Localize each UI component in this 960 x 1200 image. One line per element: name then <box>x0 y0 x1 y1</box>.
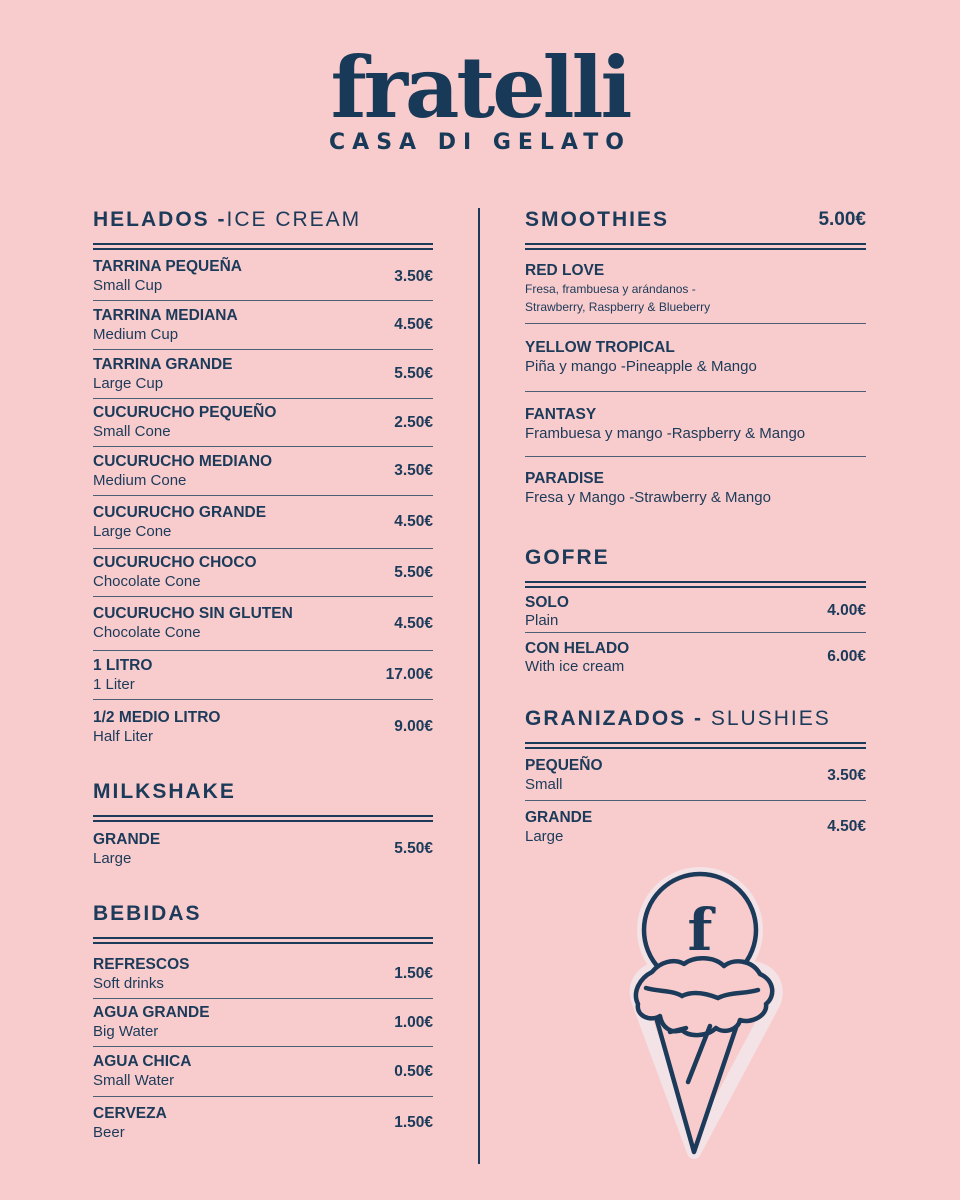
item-sub: With ice cream <box>525 657 625 675</box>
item-name: RED LOVE <box>525 262 605 279</box>
item-sub: Fresa y Mango -Strawberry & Mango <box>525 488 771 506</box>
item-price: 2.50€ <box>394 413 433 431</box>
item-sub: Half Liter <box>93 727 154 745</box>
item-price: 0.50€ <box>394 1062 433 1080</box>
double-rule <box>525 243 866 250</box>
menu-item <box>93 447 433 496</box>
item-name: CERVEZA <box>93 1104 167 1122</box>
item-sub: Large Cone <box>93 522 172 540</box>
menu-item <box>93 597 433 651</box>
menu-item <box>525 254 866 324</box>
menu-item <box>93 1047 433 1097</box>
section-milkshake <box>93 777 433 873</box>
menu-item <box>525 392 866 457</box>
item-sub: Medium Cone <box>93 471 187 489</box>
item-name: REFRESCOS <box>93 955 190 973</box>
menu-item <box>93 1097 433 1149</box>
section-granizados <box>525 704 866 853</box>
menu-item <box>93 350 433 399</box>
section-header <box>525 543 866 573</box>
item-name: AGUA CHICA <box>93 1053 192 1070</box>
section-title <box>93 208 361 232</box>
item-price: 3.50€ <box>827 766 866 784</box>
item-price: 3.50€ <box>394 462 433 479</box>
item-sub: Big Water <box>93 1023 159 1040</box>
item-sub: 1 Liter <box>93 675 135 693</box>
right-column <box>525 205 866 853</box>
item-price: 5.50€ <box>394 365 433 382</box>
item-price: 5.50€ <box>394 840 433 857</box>
menu-item <box>93 253 433 301</box>
item-sub: Chocolate Cone <box>93 624 201 641</box>
item-name: CUCURUCHO MEDIANO <box>93 452 273 470</box>
item-name: TARRINA PEQUEÑA <box>93 258 242 275</box>
item-sub: Small Cone <box>93 423 171 440</box>
item-price: 6.00€ <box>827 647 866 665</box>
item-name: CUCURUCHO SIN GLUTEN <box>93 605 293 622</box>
item-price: 4.50€ <box>394 316 433 333</box>
item-sub: Large <box>525 827 564 845</box>
item-name: GRANDE <box>93 830 161 848</box>
section-smoothies <box>525 205 866 519</box>
item-name: GRANDE <box>525 808 593 826</box>
menu-item <box>93 496 433 549</box>
item-name: AGUA GRANDE <box>93 1004 210 1021</box>
brand-tagline: CASA DI GELATO <box>329 130 631 155</box>
section-title <box>525 707 831 731</box>
section-header <box>93 899 433 929</box>
section-header <box>525 704 866 734</box>
item-price: 3.50€ <box>394 267 433 285</box>
menu-item <box>93 825 433 873</box>
item-sub: Small Water <box>93 1072 175 1089</box>
item-sub: Large Cup <box>93 374 164 392</box>
menu-item <box>525 633 866 680</box>
item-price: 4.00€ <box>827 602 866 619</box>
menu-item <box>93 950 433 999</box>
section-gofre <box>525 543 866 680</box>
item-price: 4.50€ <box>827 818 866 835</box>
menu-item <box>93 700 433 754</box>
section-header <box>93 777 433 807</box>
cone-logo-letter: f <box>687 896 713 964</box>
double-rule <box>93 815 433 822</box>
menu-item <box>93 301 433 350</box>
item-price: 1.00€ <box>394 1013 433 1031</box>
item-price: 1.50€ <box>394 1114 433 1131</box>
item-price: 17.00€ <box>385 666 433 683</box>
section-title-light: SLUSHIES <box>710 707 831 730</box>
menu-item <box>93 999 433 1047</box>
item-sub: Plain <box>525 612 559 629</box>
menu-item <box>93 549 433 597</box>
item-name: CUCURUCHO CHOCO <box>93 554 257 571</box>
double-rule <box>525 581 866 588</box>
item-name: TARRINA MEDIANA <box>93 306 238 324</box>
item-sub: Soft drinks <box>93 974 164 992</box>
section-bebidas <box>93 899 433 1149</box>
double-rule <box>525 742 866 749</box>
item-price: 1.50€ <box>394 965 433 982</box>
section-header <box>93 205 433 235</box>
item-name: YELLOW TROPICAL <box>525 339 675 356</box>
item-name: CON HELADO <box>525 639 630 657</box>
item-sub: Strawberry, Raspberry & Blueberry <box>525 300 711 314</box>
item-sub: Frambuesa y mango -Raspberry & Mango <box>525 424 806 442</box>
section-title-light: ICE CREAM <box>226 208 362 231</box>
section-title: SMOOTHIES <box>525 208 670 231</box>
item-sub: Chocolate Cone <box>93 573 201 590</box>
item-name: FANTASY <box>525 405 597 423</box>
item-name: SOLO <box>525 594 569 611</box>
item-name: 1 LITRO <box>93 656 153 674</box>
item-name: PEQUEÑO <box>525 757 603 774</box>
item-sub: Piña y mango -Pineapple & Mango <box>525 358 757 375</box>
section-title: BEBIDAS <box>93 902 202 925</box>
ice-cream-cone-icon <box>610 862 788 1162</box>
item-price: 4.50€ <box>394 614 433 632</box>
left-column <box>93 205 433 1149</box>
menu-item <box>525 751 866 801</box>
item-price: 5.50€ <box>394 563 433 581</box>
item-price: 9.00€ <box>394 718 433 735</box>
section-title: GOFRE <box>525 546 610 569</box>
menu-item <box>525 324 866 392</box>
item-price: 4.50€ <box>394 513 433 530</box>
brand-name: fratelli <box>330 38 630 137</box>
section-header <box>525 205 866 235</box>
item-name: 1/2 MEDIO LITRO <box>93 708 221 726</box>
section-title-bold: HELADOS - <box>93 208 227 231</box>
item-sub: Fresa, frambuesa y arándanos - <box>525 282 696 296</box>
column-divider <box>478 208 480 1164</box>
item-sub: Beer <box>93 1123 125 1141</box>
double-rule <box>93 937 433 944</box>
item-sub: Small Cup <box>93 277 163 294</box>
item-sub: Medium Cup <box>93 325 179 343</box>
logo <box>0 40 960 155</box>
section-helados <box>93 205 433 754</box>
menu-item <box>525 801 866 853</box>
menu-item <box>93 651 433 700</box>
menu-item <box>525 457 866 519</box>
double-rule <box>93 243 433 250</box>
item-name: CUCURUCHO GRANDE <box>93 503 267 521</box>
section-title-bold: GRANIZADOS - <box>525 707 703 730</box>
item-sub: Small <box>525 776 563 793</box>
item-name: TARRINA GRANDE <box>93 355 233 373</box>
item-name: CUCURUCHO PEQUEÑO <box>93 404 277 421</box>
menu-item <box>525 590 866 633</box>
section-price: 5.00€ <box>818 209 866 230</box>
section-title: MILKSHAKE <box>93 780 236 803</box>
item-sub: Large <box>93 849 132 867</box>
menu-item <box>93 399 433 447</box>
item-name: PARADISE <box>525 469 604 487</box>
